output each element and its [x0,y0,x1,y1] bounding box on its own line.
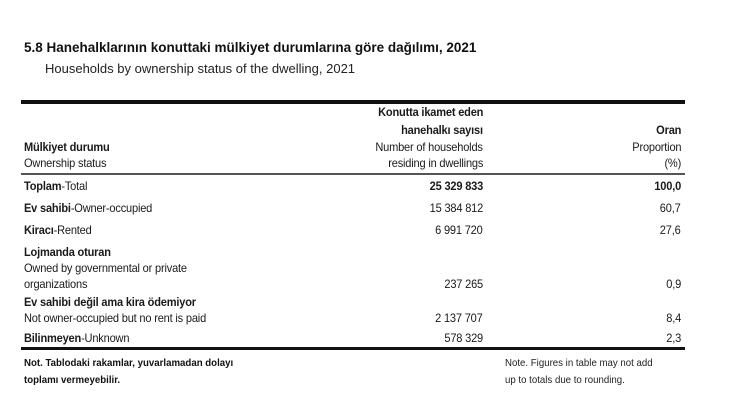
header-households-en-1: Number of households [375,140,483,154]
row-label-tr: Toplam [24,179,62,193]
top-rule [21,100,685,104]
header-households-tr-2: hanehalkı sayısı [401,123,483,137]
header-ownership-tr: Mülkiyet durumu [24,140,110,154]
row-proportion: 8,4 [666,311,681,325]
row-proportion: 27,6 [660,223,681,237]
header-households-en-2: residing in dwellings [388,156,483,170]
row-label-tr: Ev sahibi değil ama kira ödemiyor [24,295,196,309]
header-proportion-en-1: Proportion [631,140,681,154]
row-label-tr: Kiracı [24,223,54,237]
row-households: 237 265 [444,277,483,291]
row-label-en-1: Owned by governmental or private [24,261,187,275]
row-households: 578 329 [444,331,483,345]
table-subtitle: Households by ownership status of the dwelling, 2021 [45,61,356,76]
row-households: 15 384 812 [429,201,483,215]
row-label-tr: Bilinmeyen [24,331,82,345]
note-turkish: Not. Tablodaki rakamlar, yuvarlamadan dolayı toplamı vermeyebilir. [24,357,234,386]
header-rule [21,173,685,175]
header-proportion-en-2: (%) [664,156,681,170]
header-proportion-tr: Oran [655,123,681,137]
row-label-en: Not owner-occupied but no rent is paid [24,311,207,325]
row-households: 25 329 833 [429,179,483,193]
bottom-rule [21,347,685,350]
row-proportion: 2,3 [666,331,681,345]
row-label-en: -Rented [53,223,92,237]
header-ownership-en: Ownership status [24,156,107,170]
row-households: 2 137 707 [435,311,483,325]
row-proportion: 100,0 [654,179,681,193]
row-label-en: -Total [61,179,88,193]
note-english: Note. Figures in table may not add up to totals due to rounding. [505,357,653,386]
row-label-tr: Lojmanda oturan [24,245,111,259]
row-label-tr: Ev sahibi [24,201,71,215]
row-proportion: 0,9 [666,277,681,291]
row-proportion: 60,7 [660,201,681,215]
table-title: 5.8 Hanehalklarının konuttaki mülkiyet durumlarına göre dağılımı, 2021 [24,40,477,55]
row-label-en-2: organizations [24,277,88,291]
row-households: 6 991 720 [435,223,483,237]
header-households-tr-1: Konutta ikamet eden [377,105,483,119]
row-label-en: -Owner-occupied [70,201,153,215]
row-label-en: -Unknown [81,331,130,345]
